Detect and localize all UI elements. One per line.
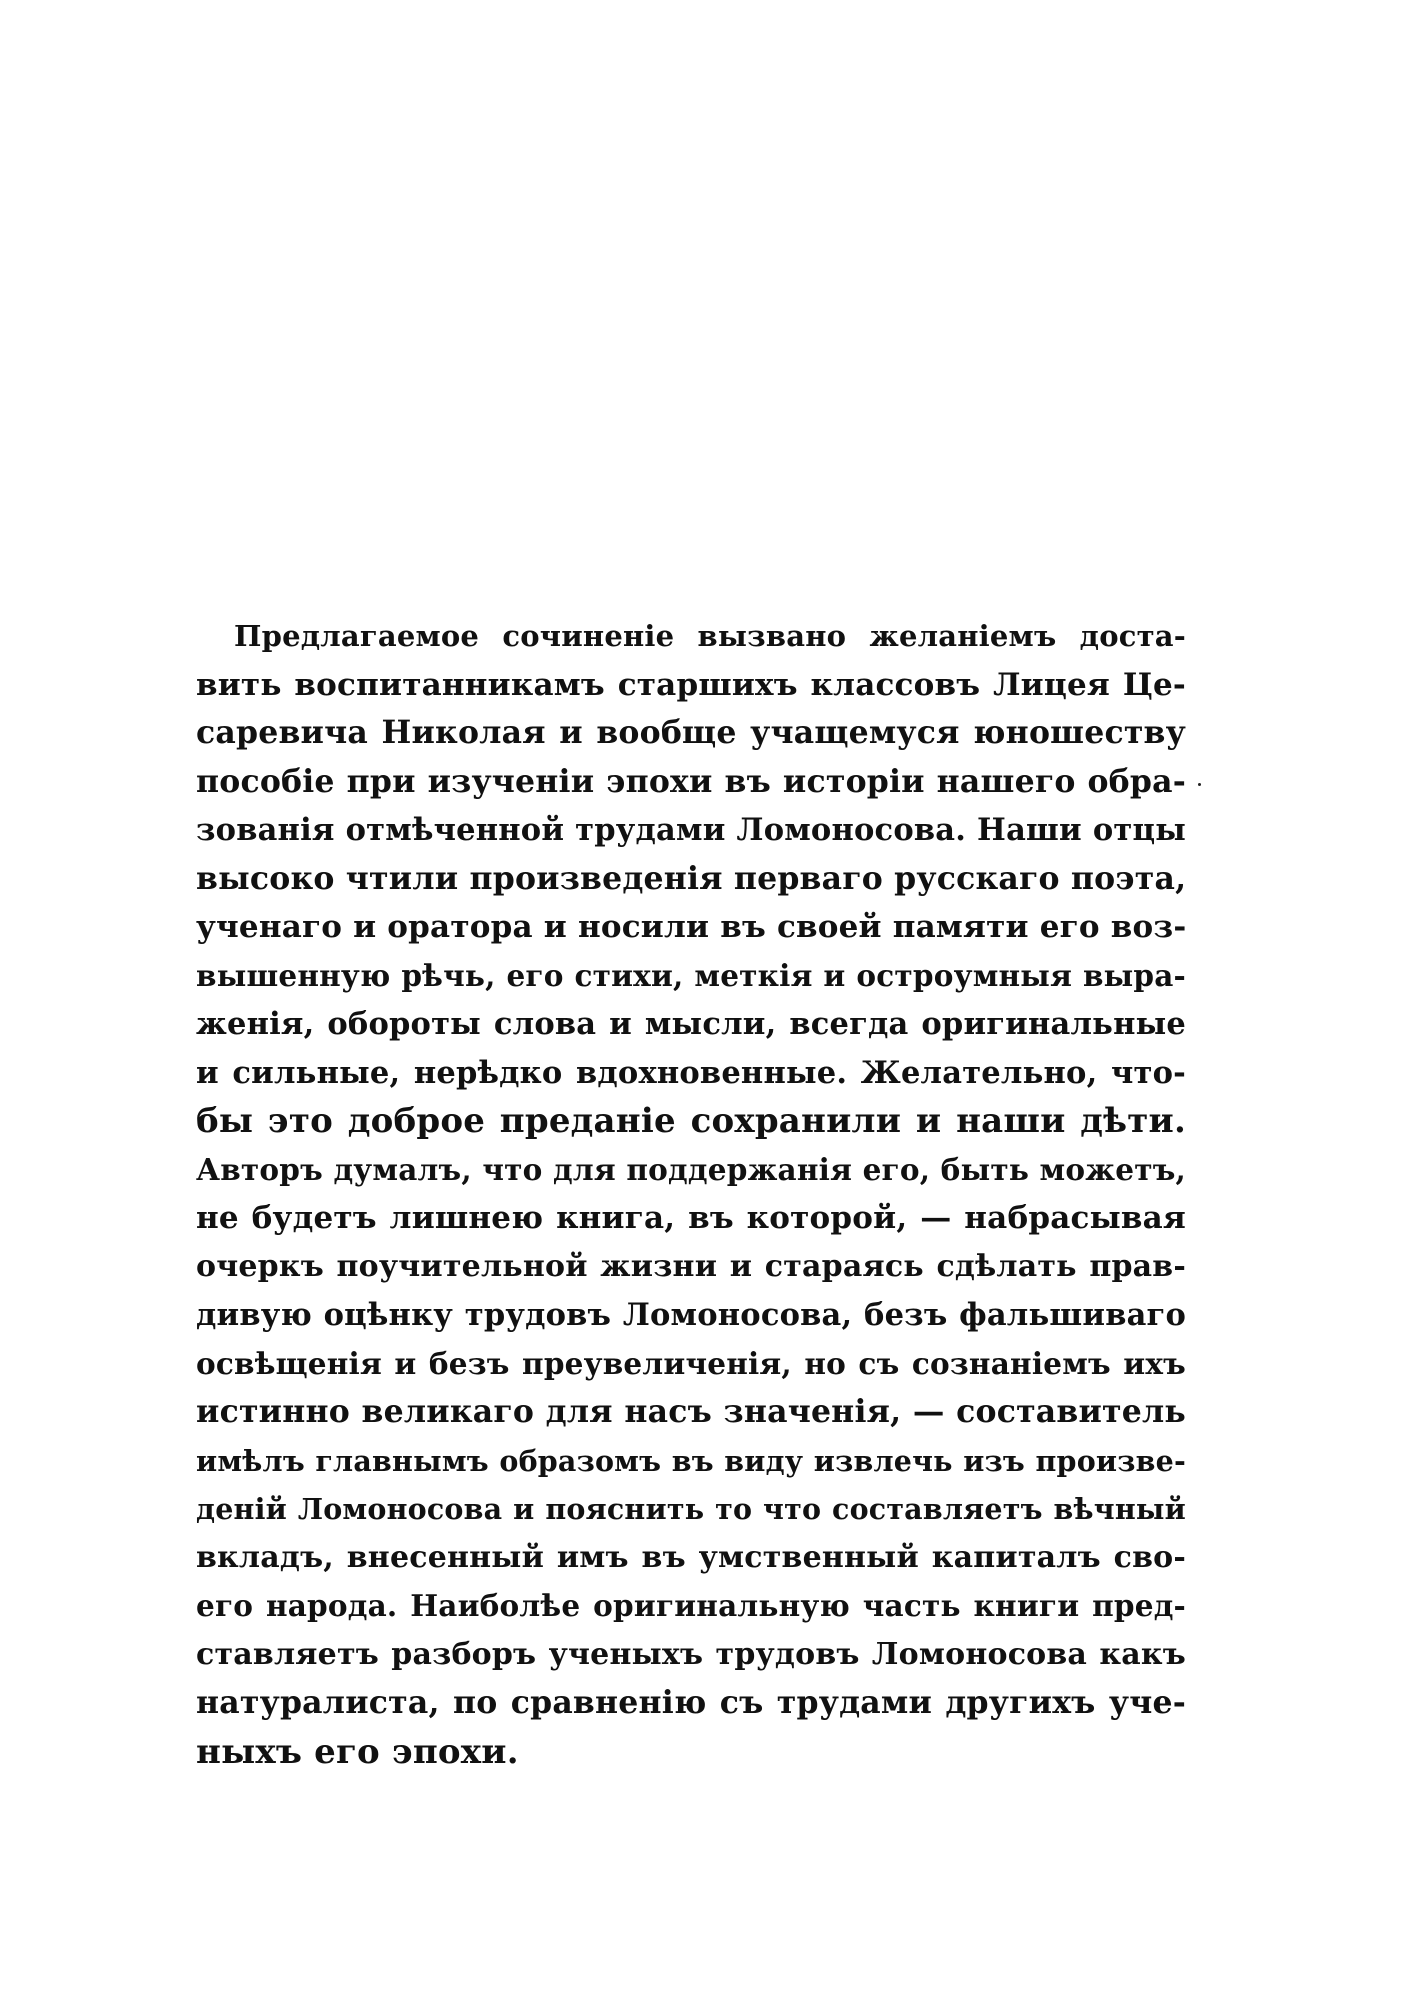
text-line: ученаго и оратора и носили въ своей памяти его воз- xyxy=(196,909,1187,945)
text-line: ныхъ его эпохи. xyxy=(196,1731,519,1772)
text-line: саревича Николая и вообще учащемуся юношеству xyxy=(196,714,1186,751)
text-line: женія, обороты слова и мысли, всегда оригинальные xyxy=(196,1006,1186,1042)
text-line: дивую оцѣнку трудовъ Ломоносова, безъ фальшиваго xyxy=(196,1297,1186,1333)
text-line: имѣлъ главнымъ образомъ въ виду извлечь изъ произве- xyxy=(196,1443,1186,1478)
text-line: и сильные, нерѣдко вдохновенные. Желательно, что- xyxy=(196,1054,1186,1091)
text-line: высоко чтили произведенія перваго русскаго поэта, xyxy=(196,859,1187,897)
text-line: вкладъ, внесенный имъ въ умственный капиталъ сво- xyxy=(196,1539,1186,1575)
print-speck xyxy=(1198,783,1201,786)
text-line: очеркъ поучительной жизни и стараясь сдѣлать прав- xyxy=(196,1248,1186,1284)
text-line: Авторъ думалъ, что для поддержанія его, быть можетъ, xyxy=(196,1151,1186,1187)
text-line: бы это доброе преданіе сохранили и наши дѣти. xyxy=(196,1101,1186,1141)
text-line: зованія отмѣченной трудами Ломоносова. Наши отцы xyxy=(196,812,1186,848)
text-line: истинно великаго для насъ значенія, — составитель xyxy=(196,1393,1186,1430)
text-line: Предлагаемое сочиненіе вызвано желаніемъ доста- xyxy=(234,619,1186,653)
text-line: его народа. Наиболѣе оригинальную часть книги пред- xyxy=(196,1588,1186,1623)
text-line: вить воспитанникамъ старшихъ классовъ Лицея Це- xyxy=(196,666,1186,703)
text-line: ставляетъ разборъ ученыхъ трудовъ Ломоносова какъ xyxy=(196,1636,1186,1672)
text-line: деній Ломоносова и пояснить то что составляетъ вѣчный xyxy=(196,1492,1186,1526)
text-line: не будетъ лишнею книга, въ которой, — набрасывая xyxy=(196,1200,1186,1236)
text-line: вышенную рѣчь, его стихи, меткія и остроумныя выра- xyxy=(196,957,1186,993)
text-line: натуралиста, по сравненію съ трудами другихъ уче- xyxy=(196,1684,1186,1721)
text-line: пособіе при изученіи эпохи въ исторіи нашего обра- xyxy=(196,762,1186,800)
preface-paragraph xyxy=(196,612,1186,1776)
text-line: освѣщенія и безъ преувеличенія, но съ сознаніемъ ихъ xyxy=(196,1345,1186,1381)
